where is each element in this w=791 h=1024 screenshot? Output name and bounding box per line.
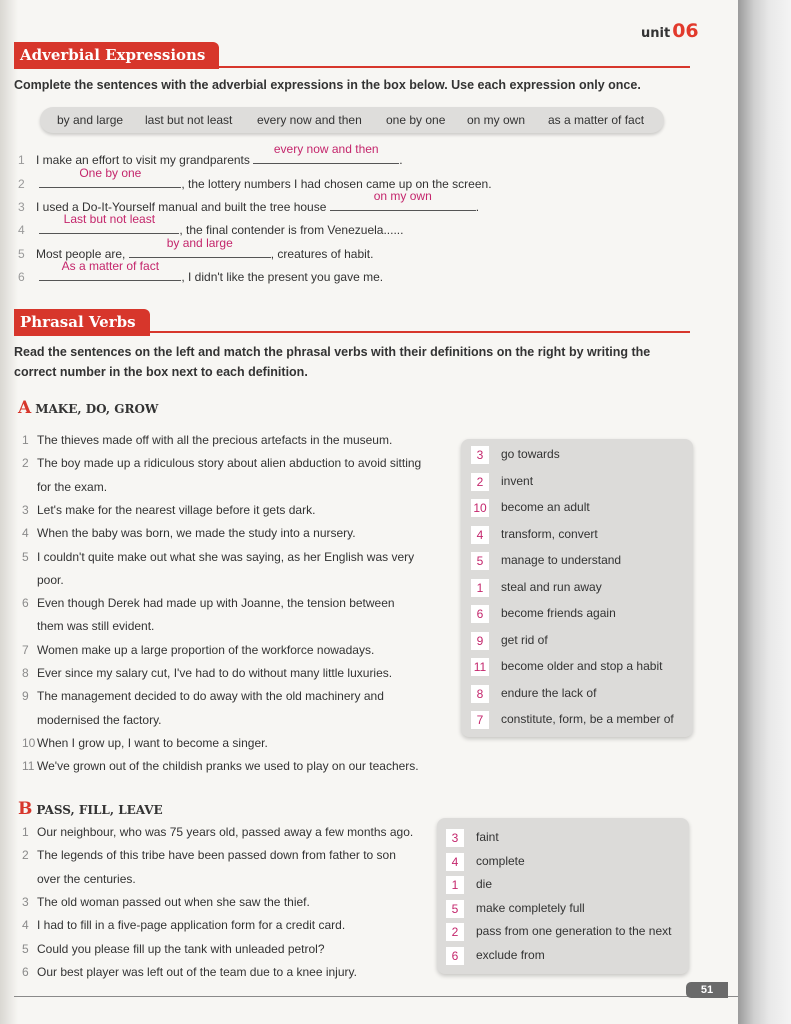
definition-item: 6 exclude from [446,947,545,965]
answer-blank [39,259,181,281]
handwritten-answer: As a matter of fact [61,259,160,273]
handwritten-answer: One by one [79,166,142,180]
unit-label: unit 06 [641,20,699,42]
page-edge-shadow [738,0,791,1024]
handwritten-answer: on my own [373,189,432,203]
page-bottom-rule [14,996,738,997]
sentence-line: for the exam. [37,479,108,494]
definition-item: 5 manage to understand [471,552,621,570]
sentence-line: modernised the factory. [37,712,162,727]
definition-item: 4 complete [446,853,525,871]
definition-item: 3 go towards [471,446,560,464]
sentence-line: 2 The legends of this tribe have been passed down from father to son [22,848,396,863]
sentence-line: 8 Ever since my salary cut, I've had to do without many little luxuries. [22,666,393,680]
exercise-item: 2 One by one , the lottery numbers I had chosen came up on the screen. [18,166,492,191]
section2-instruction-line1: Read the sentences on the left and match the phrasal verbs with their definitions on the right by writing the [14,345,651,359]
section-rule [130,331,690,333]
handwritten-answer: by and large [166,236,233,250]
exercise-item: 3 I used a Do-It-Yourself manual and built the tree house on my own . [18,189,480,214]
sentence-line: 5 I couldn't quite make out what she was saying, as her English was very [22,549,415,564]
expression-box [40,107,664,133]
exercise-item: 6 As a matter of fact , I didn't like the present you gave me. [18,259,384,284]
answer-box[interactable]: 2 [471,473,489,491]
section-title-phrasal: Phrasal Verbs [14,309,150,336]
sentence-line: poor. [37,572,64,587]
definition-item: 3 faint [446,829,499,847]
answer-box[interactable]: 2 [446,923,464,941]
definition-item: 10 become an adult [471,499,590,517]
expression: as a matter of fact [548,113,645,127]
answer-box[interactable]: 7 [471,711,489,729]
answer-box[interactable]: 3 [471,446,489,464]
exercise-item: 1 I make an effort to visit my grandparents every now and then . [18,142,403,167]
answer-blank [253,142,399,164]
answer-blank [39,212,179,234]
answer-blank [330,189,476,211]
definition-item: 4 transform, convert [471,526,598,544]
answer-box[interactable]: 9 [471,632,489,650]
handwritten-answer: Last but not least [63,212,156,226]
definition-item: 5 make completely full [446,900,585,918]
definition-item: 11 become older and stop a habit [471,658,662,676]
answer-box[interactable]: 5 [471,552,489,570]
expression: one by one [386,113,446,127]
answer-box[interactable]: 11 [471,658,489,676]
sentence-line: 2 The boy made up a ridiculous story about alien abduction to avoid sitting [22,456,422,471]
section2-instruction-line2: correct number in the box next to each definition. [14,365,308,379]
answer-box[interactable]: 1 [471,579,489,597]
section-rule [198,66,690,68]
sentence-line: 3 The old woman passed out when she saw the thief. [22,894,310,909]
expression: by and large [57,113,124,127]
expression: last but not least [145,113,233,127]
sentence-line: 7 Women make up a large proportion of the workforce nowadays. [22,642,375,657]
answer-box[interactable]: 10 [471,499,489,517]
sentence-line: 6 Our best player was left out of the team due to a knee injury. [22,964,357,979]
definition-item: 7 constitute, form, be a member of [471,711,674,729]
answer-blank [39,166,181,188]
section1-instruction: Complete the sentences with the adverbial expressions in the box below. Use each expression only once. [14,78,641,92]
exercise-item: 4 Last but not least , the final contender is from Venezuela...... [18,212,404,237]
part-b-heading: B PASS, FILL, LEAVE [18,799,163,819]
answer-box[interactable]: 8 [471,685,489,703]
definition-item: 2 pass from one generation to the next [446,923,671,941]
definition-item: 6 become friends again [471,605,616,623]
definition-item: 9 get rid of [471,632,548,650]
definition-item: 1 steal and run away [471,579,602,597]
sentence-line: 10 When I grow up, I want to become a singer. [22,735,268,750]
definition-item: 1 die [446,876,492,894]
section-title-adverbial: Adverbial Expressions [14,42,219,69]
answer-box[interactable]: 6 [446,947,464,965]
sentence-line: 1 The thieves made off with all the precious artefacts in the museum. [22,433,393,447]
sentence-line: them was still evident. [37,619,155,634]
answer-box[interactable]: 4 [471,526,489,544]
sentence-line: 3 Let's make for the nearest village before it gets dark. [22,502,316,517]
expression: every now and then [257,113,362,127]
page-binding-shadow [0,0,18,1024]
unit-number: 06 [672,20,699,42]
answer-box[interactable]: 5 [446,900,464,918]
answer-box[interactable]: 1 [446,876,464,894]
sentence-line: 4 When the baby was born, we made the study into a nursery. [22,526,356,541]
part-a-heading: A MAKE, DO, GROW [18,398,159,418]
sentence-line: 11 We've grown out of the childish pranks we used to play on our teachers. [22,759,419,774]
answer-box[interactable]: 4 [446,853,464,871]
definition-item: 8 endure the lack of [471,685,596,703]
answer-blank [129,236,271,258]
expression: on my own [467,113,526,127]
sentence-line: 4 I had to fill in a five-page application form for a credit card. [22,918,346,933]
sentence-line: 9 The management decided to do away with the old machinery and [22,689,384,704]
answer-box[interactable]: 6 [471,605,489,623]
sentence-line: 1 Our neighbour, who was 75 years old, passed away a few months ago. [22,825,414,839]
sentence-line: over the centuries. [37,871,136,886]
handwritten-answer: every now and then [273,142,379,156]
sentence-line: 6 Even though Derek had made up with Joanne, the tension between [22,596,395,611]
exercise-item: 5 Most people are, by and large , creatures of habit. [18,236,374,261]
answer-box[interactable]: 3 [446,829,464,847]
sentence-line: 5 Could you please fill up the tank with unleaded petrol? [22,941,325,956]
definition-item: 2 invent [471,473,533,491]
page-number: 51 [686,982,728,998]
